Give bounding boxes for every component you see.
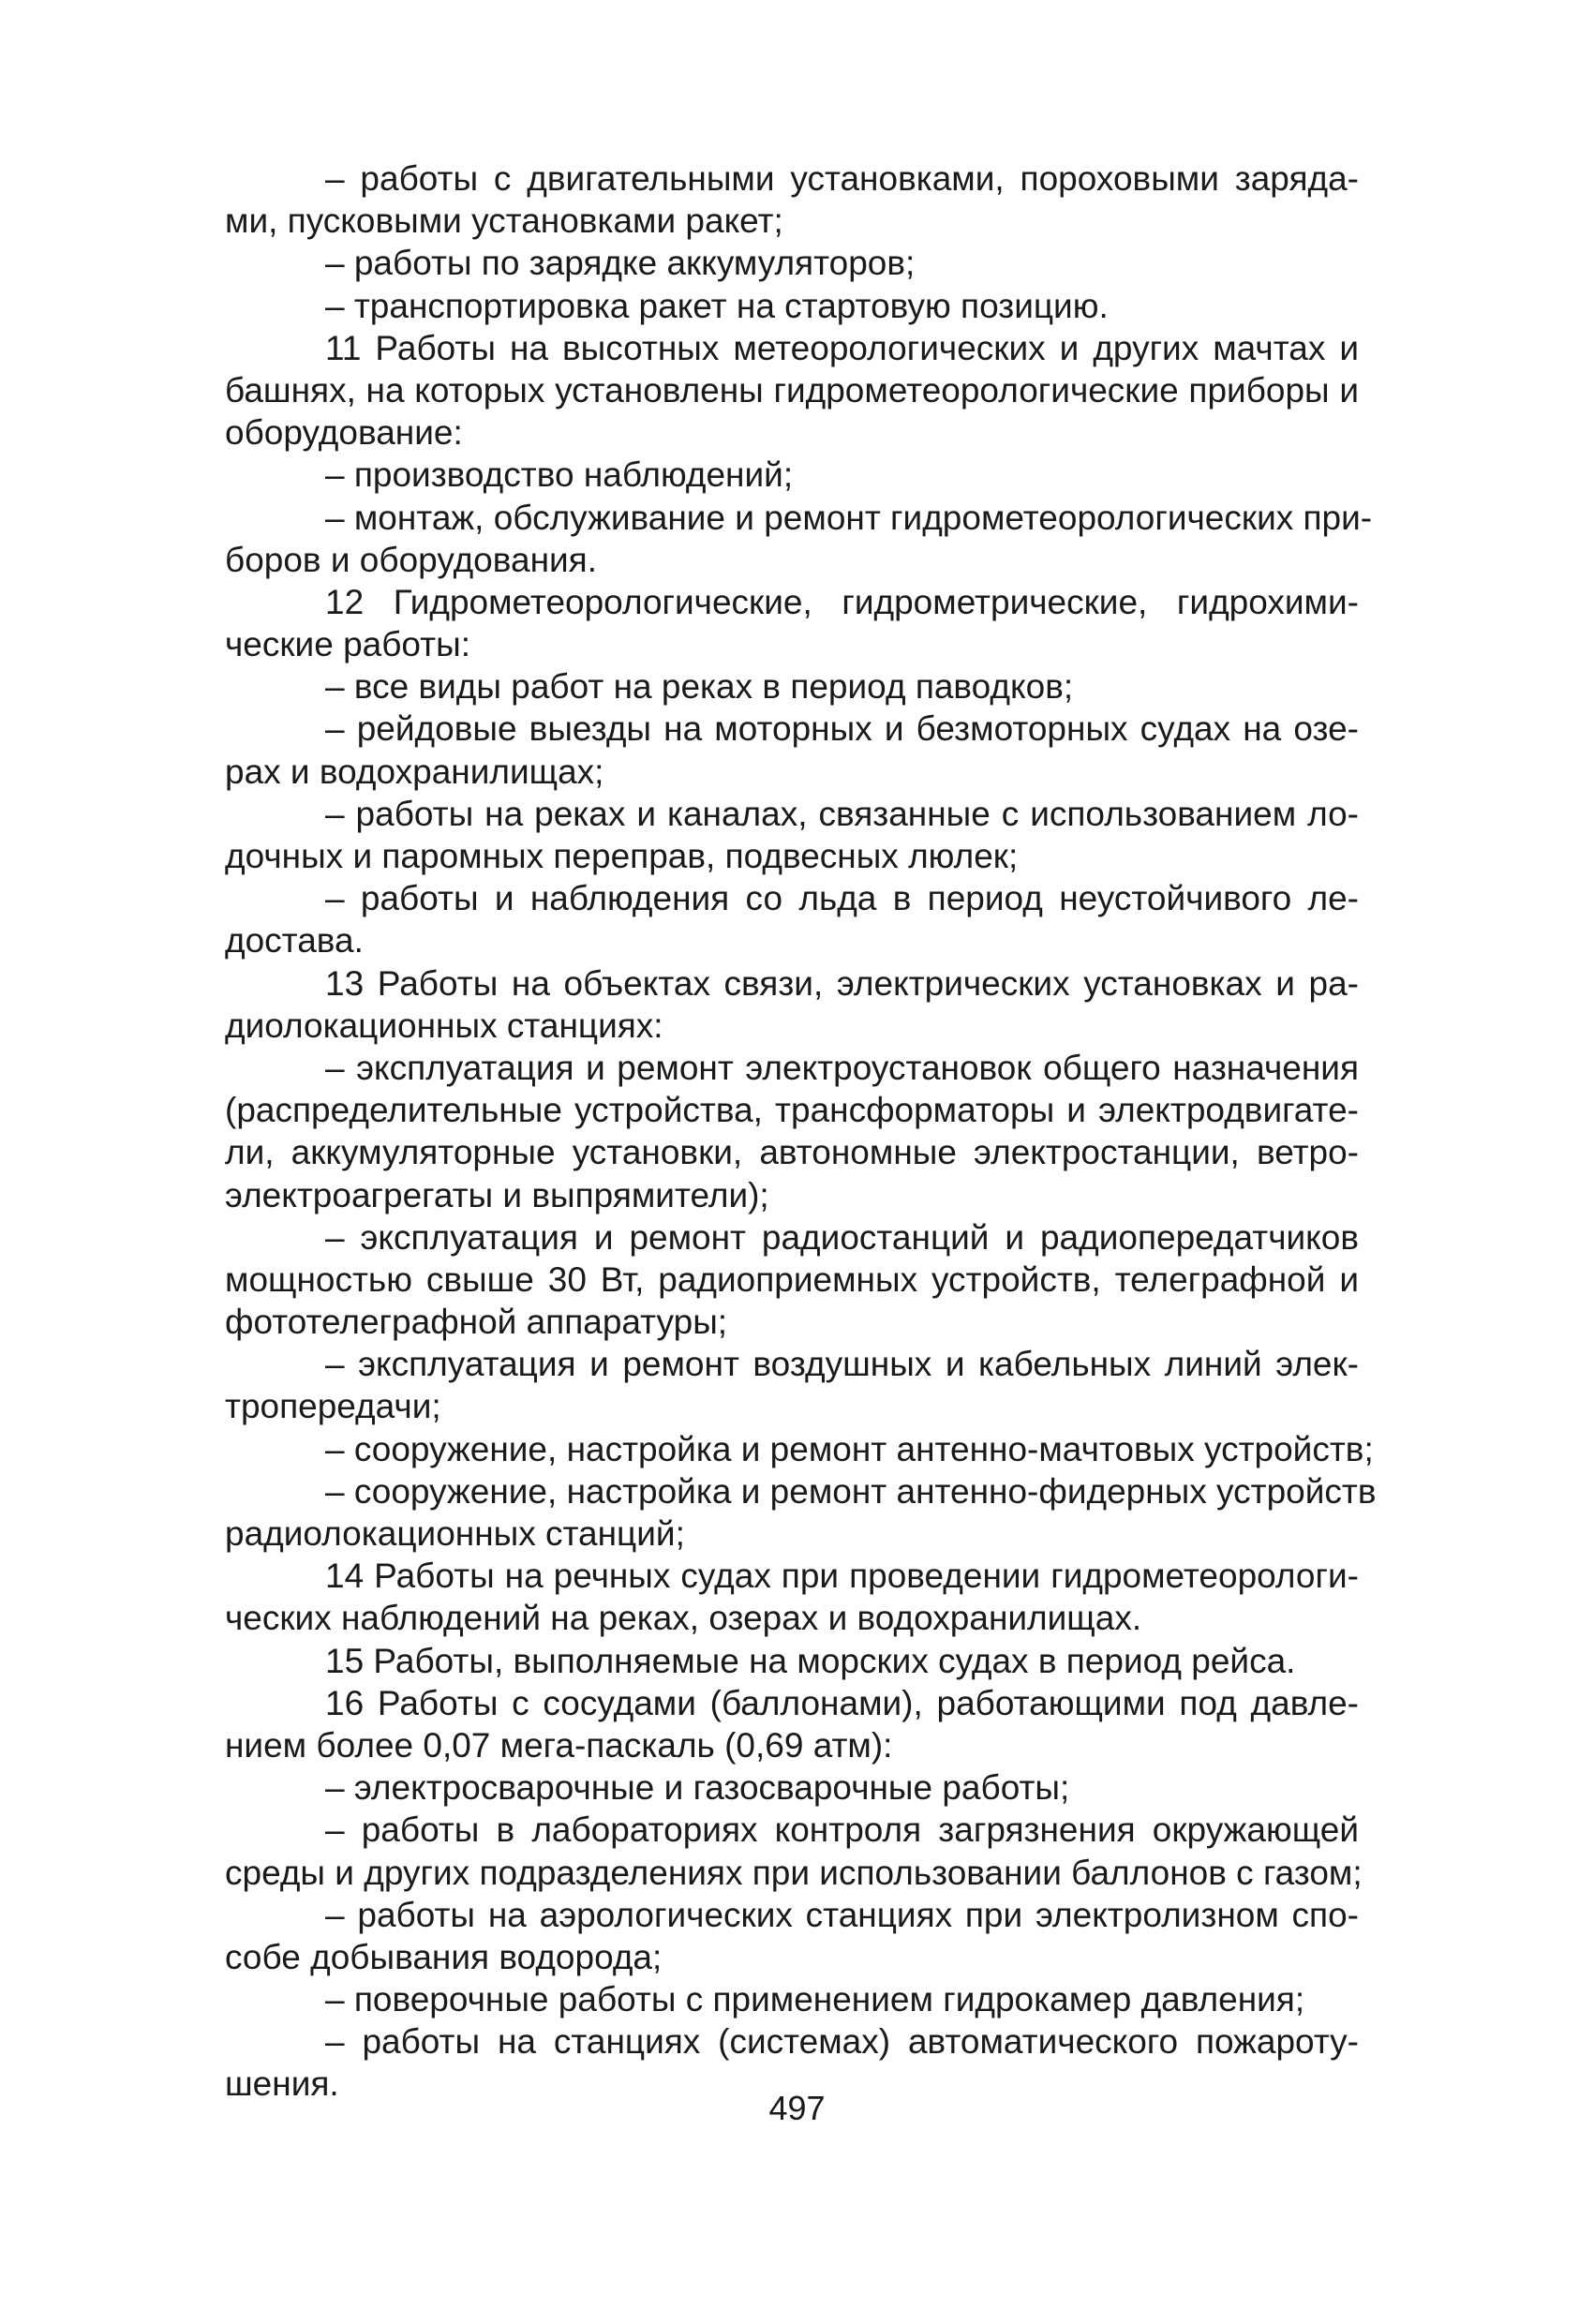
- text-line: – работы в лабораториях контроля загрязнения окружающей: [325, 1810, 1359, 1850]
- text-line: достава.: [225, 921, 364, 961]
- text-line: 15 Работы, выполняемые на морских судах в период рейса.: [325, 1641, 1296, 1680]
- page-number: 497: [768, 2089, 826, 2127]
- text-line: рах и водохранилищах;: [225, 752, 604, 791]
- text-line: среды и других подразделениях при использовании баллонов с газом;: [225, 1853, 1363, 1892]
- text-line: боров и оборудования.: [225, 540, 597, 579]
- text-line: – транспортировка ракет на стартовую позицию.: [325, 286, 1109, 325]
- text-line: мощностью свыше 30 Вт, радиоприемных устройств, телеграфной и: [225, 1259, 1359, 1299]
- text-line: тропередачи;: [225, 1387, 441, 1426]
- text-line: башнях, на которых установлены гидрометеорологические приборы и: [225, 370, 1359, 410]
- text-line: – электросварочные и газосварочные работы;: [325, 1768, 1070, 1808]
- text-line: ческие работы:: [225, 625, 470, 664]
- text-line: – эксплуатация и ремонт воздушных и кабельных линий элек-: [325, 1345, 1359, 1384]
- text-line: собе добывания водорода;: [225, 1937, 663, 1976]
- text-line: – производство наблюдений;: [325, 455, 794, 495]
- text-line: оборудование:: [225, 413, 463, 453]
- text-line: – сооружение, настройка и ремонт антенно-фидерных устройств: [325, 1471, 1377, 1511]
- text-line: – поверочные работы с применением гидрокамер давления;: [325, 1980, 1305, 2019]
- text-line: 12 Гидрометеорологические, гидрометрические, гидрохими-: [325, 582, 1359, 621]
- text-line: нием более 0,07 мега-паскаль (0,69 атм):: [225, 1725, 893, 1765]
- text-line: ми, пусковыми установками ракет;: [225, 201, 783, 241]
- text-line: – сооружение, настройка и ремонт антенно-мачтовых устройств;: [325, 1429, 1374, 1468]
- text-line: электроагрегаты и выпрямители);: [225, 1175, 769, 1214]
- text-line: – работы по зарядке аккумуляторов;: [325, 244, 916, 283]
- text-line: – работы на станциях (системах) автоматического пожароту-: [325, 2022, 1359, 2062]
- text-line: – эксплуатация и ремонт радиостанций и радиопередатчиков: [325, 1217, 1359, 1257]
- text-line: 14 Работы на речных судах при проведении гидрометеорологи-: [325, 1557, 1359, 1596]
- text-line: фототелеграфной аппаратуры;: [225, 1303, 728, 1342]
- text-line: – монтаж, обслуживание и ремонт гидрометеорологических при-: [325, 498, 1373, 537]
- text-line: – работы на аэрологических станциях при электролизном спо-: [325, 1895, 1359, 1934]
- text-line: ческих наблюдений на реках, озерах и водохранилищах.: [225, 1599, 1142, 1638]
- text-line: – работы с двигательными установками, пороховыми заряда-: [325, 159, 1359, 198]
- text-line: радиолокационных станций;: [225, 1514, 685, 1553]
- text-line: (распределительные устройства, трансформаторы и электродвигате-: [225, 1091, 1359, 1130]
- text-line: 16 Работы с сосудами (баллонами), работающими под давле-: [325, 1683, 1359, 1722]
- text-line: шения.: [225, 2064, 339, 2104]
- text-line: диолокационных станциях:: [225, 1006, 663, 1045]
- text-line: – работы и наблюдения со льда в период неустойчивого ле-: [325, 879, 1359, 918]
- text-line: 11 Работы на высотных метеорологических и других мачтах и: [325, 328, 1359, 367]
- text-line: дочных и паромных переправ, подвесных люлек;: [225, 837, 1019, 875]
- text-line: – все виды работ на реках в период паводков;: [325, 667, 1074, 707]
- text-line: – работы на реках и каналах, связанные с использованием ло-: [325, 794, 1359, 833]
- text-line: – эксплуатация и ремонт электроустановок общего назначения: [325, 1048, 1359, 1087]
- page-body: [225, 157, 1377, 2106]
- text-line: ли, аккумуляторные установки, автономные электростанции, ветро-: [225, 1133, 1359, 1172]
- text-line: – рейдовые выезды на моторных и безмоторных судах на озе-: [325, 709, 1359, 749]
- text-line: 13 Работы на объектах связи, электрических установках и ра-: [325, 963, 1359, 1003]
